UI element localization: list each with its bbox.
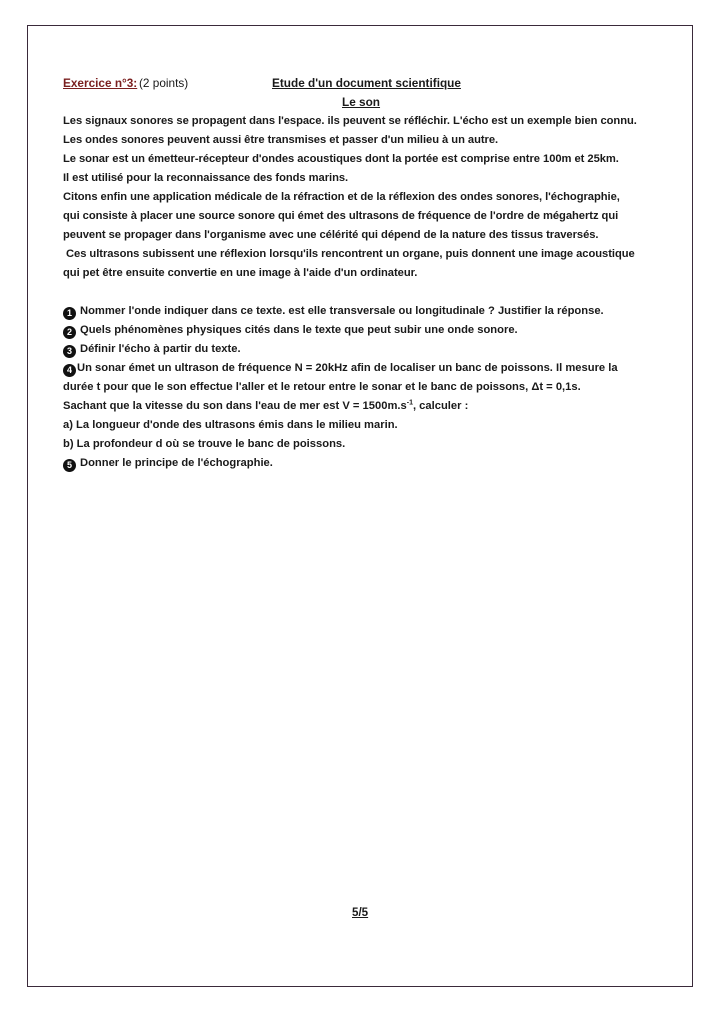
question-4b-text-a: b) La profondeur	[63, 438, 156, 450]
body-line: Les ondes sonores peuvent aussi être transmises et passer d'un milieu à un autre.	[63, 134, 499, 146]
question-5-text: Donner le principe de l'échographie.	[80, 457, 273, 469]
question-4-text-b: afin de localiser un banc de poissons. Il mesure la	[347, 362, 618, 374]
subtitle-row	[63, 93, 663, 112]
number-4-icon: 4	[63, 364, 76, 377]
question-4-text-e: , calculer :	[412, 400, 469, 412]
body-line: Citons enfin une application médicale de la réfraction et de la réflexion des ondes sonores, l'échographie,	[63, 191, 620, 203]
body-line: qui pet être ensuite convertie en une image à l'aide d'un ordinateur.	[63, 267, 418, 279]
question-3	[63, 340, 663, 359]
question-4-text-c: durée t pour que le son effectue l'aller et le retour entre le sonar et le banc de poissons,	[63, 381, 532, 393]
document-title: Etude d'un document scientifique	[272, 76, 461, 90]
frequency-value: N = 20kHz	[294, 362, 348, 374]
number-5-icon: 5	[63, 459, 76, 472]
question-4b-text-b: où se trouve le banc de poissons.	[162, 438, 346, 450]
question-2-text: Quels phénomènes physiques cités dans le texte que peut subir une onde sonore.	[80, 324, 518, 336]
speed-value: V = 1500m.s	[342, 400, 407, 412]
number-2-icon: 2	[63, 326, 76, 339]
question-1-text: Nommer l'onde indiquer dans ce texte. est elle transversale ou longitudinale ? Justifier la réponse.	[80, 305, 604, 317]
question-4a: a) La longueur d'onde des ultrasons émis dans le milieu marin.	[63, 419, 398, 431]
document-subtitle: Le son	[342, 95, 381, 109]
question-4-line-1	[63, 359, 663, 378]
question-3-text: Définir l'écho à partir du texte.	[80, 343, 241, 355]
exercise-header	[63, 74, 663, 93]
exercise-points: (2 points)	[139, 76, 189, 90]
duration-value: Δt = 0,1s.	[531, 381, 581, 393]
spacer	[63, 283, 663, 302]
exercise-label: Exercice n°3:	[63, 76, 138, 90]
exercise-content	[63, 74, 663, 473]
question-5	[63, 454, 663, 473]
question-1	[63, 302, 663, 321]
body-line: Ces ultrasons subissent une réflexion lorsqu'ils rencontrent un organe, puis donnent une image acoustique	[66, 248, 635, 260]
depth-variable: d	[155, 438, 163, 450]
body-line: Il est utilisé pour la reconnaissance des fonds marins.	[63, 172, 349, 184]
question-2	[63, 321, 663, 340]
speed-exponent: -1	[406, 399, 413, 407]
number-1-icon: 1	[63, 307, 76, 320]
question-4-text-d: Sachant que la vitesse du son dans l'eau de mer est	[63, 400, 343, 412]
question-4-text-a: Un sonar émet un ultrason de fréquence	[77, 362, 295, 374]
body-line: Le sonar est un émetteur-récepteur d'ondes acoustiques dont la portée est comprise entre 100m et 25km.	[63, 153, 619, 165]
number-3-icon: 3	[63, 345, 76, 358]
body-line: peuvent se propager dans l'organisme avec une célérité qui dépend de la nature des tissus traversés.	[63, 229, 599, 241]
question-4-line-3	[63, 397, 663, 416]
body-line: qui consiste à placer une source sonore qui émet des ultrasons de fréquence de l'ordre de mégahertz qui	[63, 210, 619, 222]
page-number: 5/5	[352, 906, 369, 919]
question-4-line-2	[63, 378, 663, 397]
question-4b	[63, 435, 663, 454]
body-line: Les signaux sonores se propagent dans l'espace. ils peuvent se réfléchir. L'écho est un exemple bien connu.	[63, 115, 637, 127]
